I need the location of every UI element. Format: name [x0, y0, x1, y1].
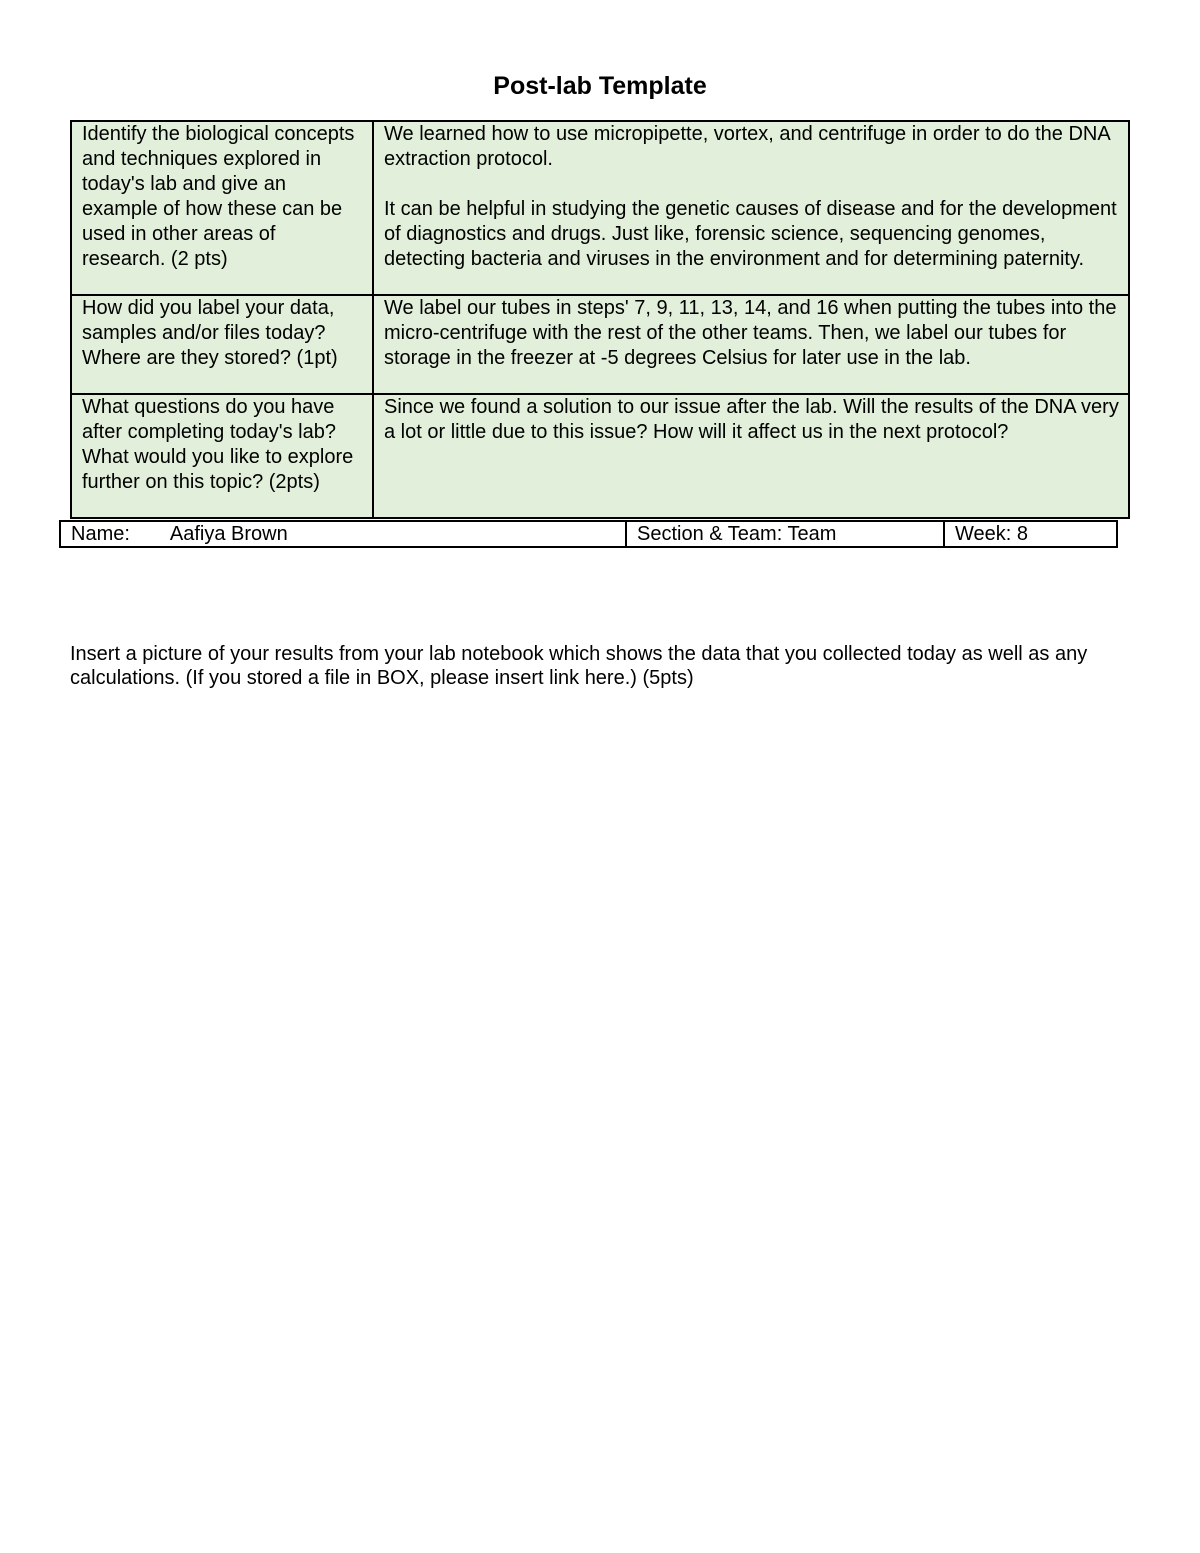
student-info-table	[59, 520, 1118, 548]
question-cell-questions[interactable]: What questions do you have after completing today's lab? What would you like to explore further on this topic? (2pts)	[71, 394, 373, 518]
section-team-cell[interactable]	[626, 521, 944, 547]
table-row	[71, 394, 1129, 518]
answer-paragraph: We learned how to use micropipette, vortex, and centrifuge in order to do the DNA extraction protocol.	[384, 123, 1110, 170]
answer-paragraph: We label our tubes in steps' 7, 9, 11, 13, 14, and 16 when putting the tubes into the micro-centrifuge with the rest of the other teams. Then, we label our tubes for storage in the freezer at -5 degrees Celsius for later use in the lab.	[384, 297, 1117, 369]
answer-paragraph: Since we found a solution to our issue after the lab. Will the results of the DNA very a lot or little due to this issue? How will it affect us in the next protocol?	[384, 396, 1119, 443]
table-row	[60, 521, 1117, 547]
table-row	[71, 121, 1129, 295]
section-team-value: Team	[787, 523, 837, 545]
week-cell[interactable]	[944, 521, 1117, 547]
answer-cell-labeling[interactable]	[373, 295, 1129, 394]
name-cell[interactable]	[60, 521, 626, 547]
answer-paragraph: It can be helpful in studying the genetic causes of disease and for the development of diagnostics and drugs. Just like, forensic science, sequencing genomes, detecting bacteria and viruses in the environment and for determining paternity.	[384, 198, 1117, 270]
answer-cell-questions[interactable]	[373, 394, 1129, 518]
results-instructions: Insert a picture of your results from your lab notebook which shows the data that you collected today as well as any calculations. (If you stored a file in BOX, please insert link here.) (5pts)	[70, 643, 1088, 689]
answer-cell-concepts[interactable]	[373, 121, 1129, 295]
question-cell-concepts[interactable]: Identify the biological concepts and techniques explored in today's lab and give an example of how these can be used in other areas of research. (2 pts)	[71, 121, 373, 295]
week-value: 8	[1016, 523, 1029, 545]
table-row	[71, 295, 1129, 394]
page-title: Post-lab Template	[493, 72, 707, 100]
week-label: Week:	[955, 523, 1012, 545]
post-lab-questions-table	[70, 120, 1130, 519]
question-cell-labeling[interactable]: How did you label your data, samples and/or files today? Where are they stored? (1pt)	[71, 295, 373, 394]
name-label: Name:	[71, 523, 130, 545]
name-value: Aafiya Brown	[169, 523, 288, 545]
section-team-label: Section & Team:	[637, 523, 783, 545]
